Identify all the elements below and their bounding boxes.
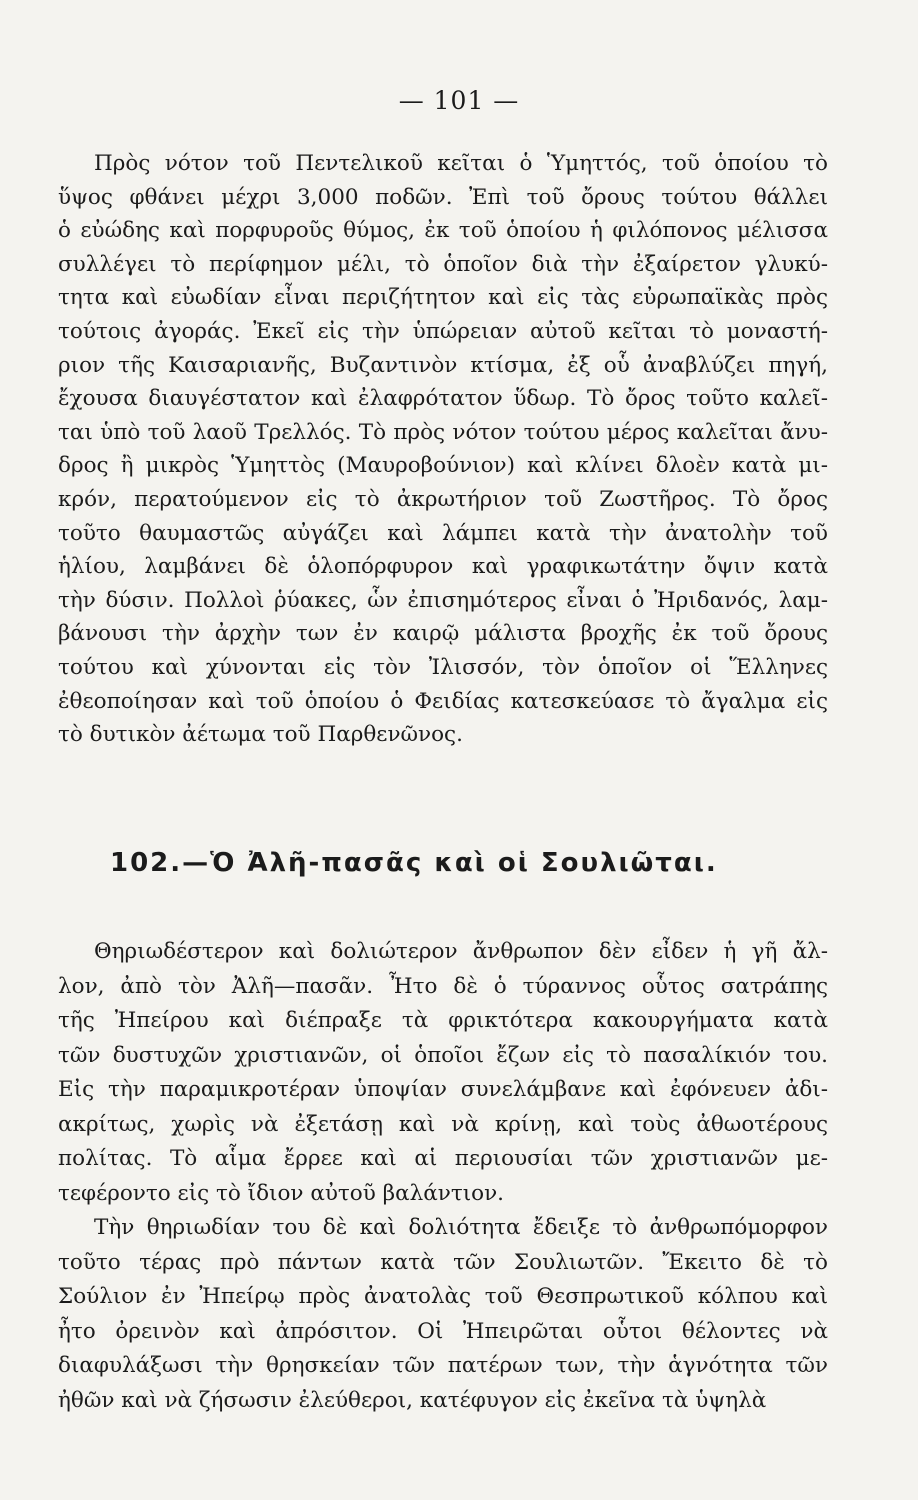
paragraph1-line: ἐθεοποίησαν καὶ τοῦ ὁποίου ὁ Φειδίας κατεσκεύασε τὸ ἄγαλμα εἰς [58, 688, 828, 714]
paragraph3-line: Τὴν θηριωδίαν του δὲ καὶ δολιότητα ἔδειξε τὸ ἀνθρωπόμορφον [94, 1215, 828, 1240]
paragraph-hymettus [58, 147, 828, 752]
section-heading: 102.—Ὁ Ἀλῆ-πασᾶς καὶ οἱ Σουλιῶται. [110, 848, 718, 878]
paragraph1-line: συλλέγει τὸ περίφημον μέλι, τὸ ὁποῖον διὰ τὴν ἐξαίρετον γλυκύ- [58, 251, 828, 277]
paragraph2-line: τῶν δυστυχῶν χριστιανῶν, οἱ ὁποῖοι ἔζων εἰς τὸ πασαλίκιόν του. [58, 1042, 828, 1068]
paragraph3-line: τοῦτο τέρας πρὸ πάντων κατὰ τῶν Σουλιωτῶν. Ἔκειτο δὲ τὸ [58, 1249, 828, 1275]
paragraph2-line: Εἰς τὴν παραμικροτέραν ὑποψίαν συνελάμβανε καὶ ἐφόνευεν ἀδι- [58, 1077, 828, 1102]
paragraph1-line: τὸ δυτικὸν ἀέτωμα τοῦ Παρθενῶνος. [58, 722, 463, 748]
paragraph1-line: ται ὑπὸ τοῦ λαοῦ Τρελλός. Τὸ πρὸς νότον τούτου μέρος καλεῖται ἄνυ- [58, 419, 828, 445]
paragraph1-line: τὴν δύσιν. Πολλοὶ ῥύακες, ὧν ἐπισημότερος εἶναι ὁ Ἠριδανός, λαμ- [58, 587, 828, 613]
page-number: — 101 — [398, 86, 520, 115]
paragraph3-line: ἦτο ὀρεινὸν καὶ ἀπρόσιτον. Οἱ Ἠπειρῶται οὗτοι θέλοντες νὰ [58, 1318, 828, 1344]
paragraph1-line: ριον τῆς Καισαριανῆς, Βυζαντινὸν κτίσμα, ἐξ οὗ ἀναβλύζει πηγή, [58, 352, 828, 378]
paragraph2-line: τῆς Ἠπείρου καὶ διέπραξε τὰ φρικτότερα κακουργήματα κατὰ [58, 1008, 828, 1033]
paragraph1-line: κρόν, περατούμενον εἰς τὸ ἀκρωτήριον τοῦ Ζωστῆρος. Τὸ ὄρος [58, 486, 828, 512]
paragraph2-line: Θηριωδέστερον καὶ δολιώτερον ἄνθρωπον δὲν εἶδεν ἡ γῆ ἄλ- [94, 939, 828, 964]
paragraph2-line: πολίτας. Τὸ αἷμα ἔρρεε καὶ αἱ περιουσίαι τῶν χριστιανῶν με- [58, 1146, 828, 1171]
paragraph3-line: ἠθῶν καὶ νὰ ζήσωσιν ἐλεύθεροι, κατέφυγον εἰς ἐκεῖνα τὰ ὑψηλὰ [58, 1387, 767, 1413]
paragraph1-line: τοῦτο θαυμαστῶς αὐγάζει καὶ λάμπει κατὰ τὴν ἀνατολὴν τοῦ [58, 520, 828, 546]
paragraph2-line: λον, ἀπὸ τὸν Ἀλῆ—πασᾶν. Ἦτο δὲ ὁ τύραννος οὗτος σατράπης [58, 973, 828, 999]
paragraph1-line: ὁ εὐώδης καὶ πορφυροῦς θύμος, ἐκ τοῦ ὁποίου ἡ φιλόπονος μέλισσα [58, 218, 828, 244]
paragraph2-line: τεφέροντο εἰς τὸ ἴδιον αὐτοῦ βαλάντιον. [58, 1180, 504, 1206]
paragraph1-line: τούτοις ἀγοράς. Ἐκεῖ εἰς τὴν ὑπώρειαν αὐτοῦ κεῖται τὸ μοναστή- [58, 318, 828, 344]
paragraph1-line: τούτου καὶ χύνονται εἰς τὸν Ἰλισσόν, τὸν ὁποῖον οἱ Ἕλληνες [58, 654, 828, 680]
paragraph1-line: Πρὸς νότον τοῦ Πεντελικοῦ κεῖται ὁ Ὑμηττός, τοῦ ὁποίου τὸ [94, 151, 828, 176]
paragraph3-line: διαφυλάξωσι τὴν θρησκείαν τῶν πατέρων των, τὴν ἁγνότητα τῶν [58, 1353, 828, 1378]
paragraph1-line: δρος ἢ μικρὸς Ὑμηττὸς (Μαυροβούνιον) καὶ κλίνει δλοὲν κατὰ μι- [58, 453, 828, 479]
paragraph1-line: ὕψος φθάνει μέχρι 3,000 ποδῶν. Ἐπὶ τοῦ ὄρους τούτου θάλλει [58, 184, 828, 210]
paragraph1-line: ἡλίου, λαμβάνει δὲ ὁλοπόρφυρον καὶ γραφικωτάτην ὄψιν κατὰ [58, 554, 828, 580]
paragraph1-line: ἔχουσα διαυγέστατον καὶ ἐλαφρότατον ὕδωρ. Τὸ ὄρος τοῦτο καλεῖ- [58, 386, 828, 412]
paragraph3-line: Σούλιον ἐν Ἠπείρῳ πρὸς ἀνατολὰς τοῦ Θεσπρωτικοῦ κόλπου καὶ [58, 1284, 828, 1309]
paragraph1-line: τητα καὶ εὐωδίαν εἶναι περιζήτητον καὶ εἰς τὰς εὐρωπαϊκὰς πρὸς [58, 285, 828, 311]
paragraph1-line: βάνουσι τὴν ἀρχὴν των ἐν καιρῷ μάλιστα βροχῆς ἐκ τοῦ ὄρους [58, 621, 828, 647]
section-body [58, 935, 828, 1418]
paragraph2-line: ακρίτως, χωρὶς νὰ ἐξετάσῃ καὶ νὰ κρίνῃ, καὶ τοὺς ἀθωοτέρους [58, 1111, 828, 1137]
